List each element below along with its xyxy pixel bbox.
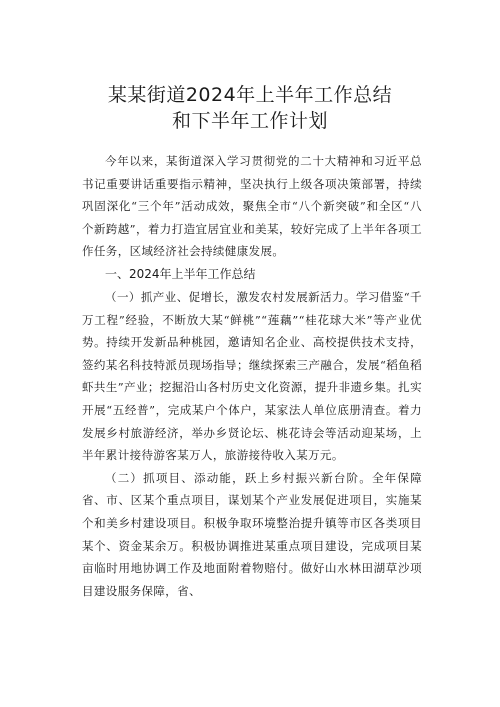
intro-paragraph: 今年以来，某街道深入学习贯彻党的二十大精神和习近平总书记重要讲话重要指示精神，坚决执行上级各项决策部署，持续巩固深化“三个年”活动成效，聚焦全市“八个新突破”和全区“八个新跨越”，着力打造宜居宜业和美某，较好完成了上半年各项工作任务，区域经济社会持续健康发展。 (82, 154, 422, 259)
section-heading-1: 一、2024年上半年工作总结 (105, 266, 256, 281)
title-line-2: 和下半年工作计划 (171, 110, 328, 132)
paragraph-projects: （二）抓项目、添动能，跃上乡村振兴新台阶。全年保障省、市、区某个重点项目，谋划某个产业发展促进项目，实施某个和美乡村建设项目。积极争取环境整治提升镇等市区各类项目某个、资金某余万。积极协调推进某重点项目建设，完成项目某亩临时用地协调工作及地面附着物赔付。做好山水林田湖草沙项目建设服务保障，省、 (82, 470, 422, 598)
paragraph-industry: （一）抓产业、促增长，激发农村发展新活力。学习借鉴“千万工程”经验，不断放大某“鲜桃”“莲藕”“桂花球大米”等产业优势。持续开发新品种桃园，邀请知名企业、高校提供技术支持，签约某名科技特派员现场指导；继续探索三产融合，发展“稻鱼稻虾共生”产业；挖掘沿山各村历史文化资源，提升非遗乡集。扎实开展“五经普”，完成某户个体户，某家法人单位底册清查。着力发展乡村旅游经济，举办乡贤论坛、桃花诗会等活动迎某场，上半年累计接待游客某万人，旅游接待收入某万元。 (82, 289, 422, 463)
document-body (82, 150, 422, 602)
document-title (0, 82, 500, 134)
title-line-1: 某某街道2024年上半年工作总结 (107, 84, 393, 106)
